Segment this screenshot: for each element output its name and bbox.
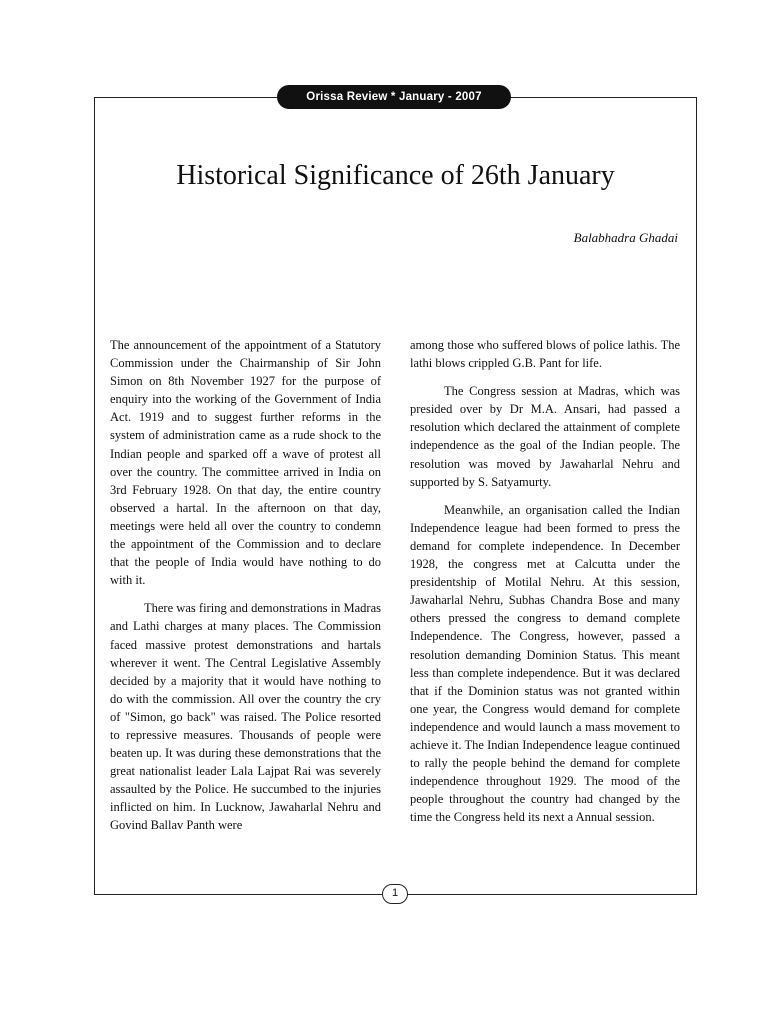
paragraph: among those who suffered blows of police lathis. The lathi blows crippled G.B. Pant for life. — [410, 338, 680, 371]
article-author: Balabhadra Ghadai — [573, 230, 678, 245]
right-column — [410, 336, 680, 826]
left-column — [110, 336, 381, 835]
article-title: Historical Significance of 26th January — [176, 160, 615, 191]
paragraph: The announcement of the appointment of a Statutory Commission under the Chairmanship of Sir John Simon on 8th November 1927 for the purpose of enquiry into the working of the Government of India Act. 1919 and to suggest further reforms in the system of administration came as a rude shock to the Indian people and sparked off a wave of protest all over the country. The committee arrived in India on 3rd February 1928. On that day, the entire country observed a hartal. In the afternoon on that day, meetings were held all over the country to condemn the appointment of the Commission and to declare that the people of India would have nothing to do with it. — [110, 338, 381, 588]
paragraph: The Congress session at Madras, which was presided over by Dr M.A. Ansari, had passed a resolution which declared the attainment of complete independence as the goal of the Indian people. The resolution was moved by Jawaharlal Nehru and supported by S. Satyamurty. — [410, 384, 680, 489]
publication-header: Orissa Review * January - 2007 — [277, 85, 511, 109]
paragraph: Meanwhile, an organisation called the Indian Independence league had been formed to press the demand for complete independence. In December 1928, the congress met at Calcutta under the presidentship of Motilal Nehru. At this session, Jawaharlal Nehru, Subhas Chandra Bose and many others pressed the congress to demand complete Independence. The Congress, however, passed a resolution demanding Dominion Status. This meant less than complete independence. But it was declared that if the Dominion status was not granted within one year, the Congress would demand for complete independence and would launch a mass movement to achieve it. The Indian Independence league continued to rally the people behind the demand for complete independence throughout 1929. The mood of the people throughout the country had changed by the time the Congress held its next a Annual session. — [410, 502, 680, 825]
paragraph: There was firing and demonstrations in Madras and Lathi charges at many places. The Commission faced massive protest demonstrations and hartals wherever it went. The Central Legislative Assembly decided by a majority that it would have nothing to do with the commission. All over the country the cry of "Simon, go back" was raised. The Police resorted to repressive measures. Thousands of people were beaten up. It was during these demonstrations that the great nationalist leader Lala Lajpat Rai was severely assaulted by the Police. He succumbed to the injuries inflicted on him. In Lucknow, Jawaharlal Nehru and Govind Ballav Panth were — [110, 601, 381, 833]
page-number: 1 — [382, 884, 408, 904]
